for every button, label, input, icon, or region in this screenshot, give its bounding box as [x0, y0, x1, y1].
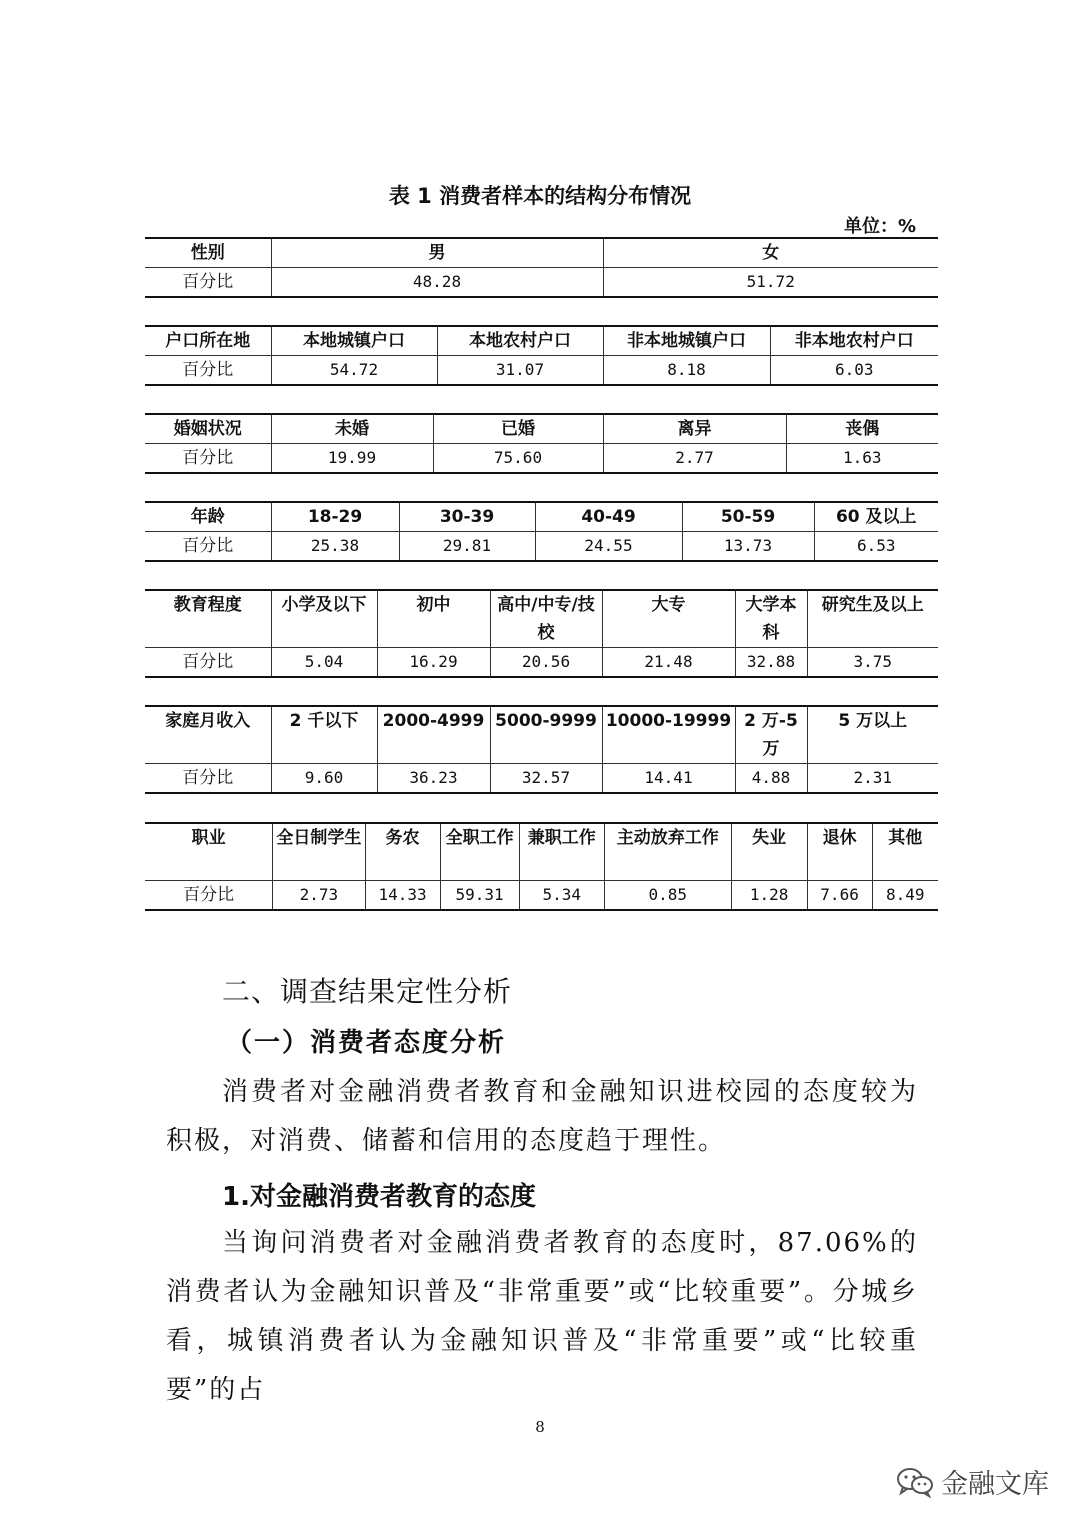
- table-household: [145, 325, 938, 386]
- table-cell: 14.33: [365, 881, 440, 911]
- table-row-header: 婚姻状况: [145, 414, 271, 444]
- table-column-header: 本地农村户口: [437, 326, 603, 356]
- table-cell: 25.38: [271, 532, 399, 562]
- table-column-header: 2 千以下: [271, 706, 377, 764]
- table-column-header: 高中/中专/技校: [490, 590, 602, 648]
- table-cell: 59.31: [440, 881, 519, 911]
- table-gender: [145, 237, 938, 298]
- table-column-header: 2 万-5 万: [735, 706, 807, 764]
- table-row-label: 百分比: [145, 881, 273, 911]
- table-row-label: 百分比: [145, 268, 271, 298]
- table-column-header: 本地城镇户口: [271, 326, 437, 356]
- table-value-row: [145, 268, 938, 298]
- section-heading: 二、调查结果定性分析: [222, 975, 513, 1008]
- subsection-heading: （一）消费者态度分析: [226, 1028, 507, 1058]
- table-cell: 32.88: [735, 648, 807, 678]
- table-header-row: [145, 706, 938, 764]
- table-occupation: [145, 822, 938, 911]
- table-column-header: 兼职工作: [519, 823, 604, 881]
- table-cell: 5.04: [271, 648, 377, 678]
- table-value-row: [145, 648, 938, 678]
- table-cell: 2.31: [807, 764, 938, 794]
- paragraph: 当询问消费者对金融消费者教育的态度时，87.06%的消费者认为金融知识普及“非常重要”或“比较重要”。分城乡看，城镇消费者认为金融知识普及“非常重要”或“比较重要”的占: [166, 1228, 918, 1405]
- table-cell: 6.53: [814, 532, 938, 562]
- table-cell: 1.28: [731, 881, 807, 911]
- table-unit: 单位：%: [843, 216, 916, 237]
- table-cell: 6.03: [770, 356, 938, 386]
- table-cell: 54.72: [271, 356, 437, 386]
- table-column-header: 18-29: [271, 502, 399, 532]
- table-education: [145, 589, 938, 678]
- table-column-header: 离异: [603, 414, 786, 444]
- table-column-header: 大专: [602, 590, 735, 648]
- table-row-label: 百分比: [145, 764, 271, 794]
- table-cell: 19.99: [271, 444, 433, 474]
- table-row-header: 家庭月收入: [145, 706, 271, 764]
- table-cell: 31.07: [437, 356, 603, 386]
- watermark-text: 金融文库: [941, 1469, 1049, 1500]
- table-title: 表 1 消费者样本的结构分布情况: [388, 184, 692, 208]
- table-cell: 2.73: [273, 881, 365, 911]
- table-cell: 29.81: [399, 532, 535, 562]
- table-header-row: [145, 590, 938, 648]
- table-cell: 4.88: [735, 764, 807, 794]
- table-column-header: 30-39: [399, 502, 535, 532]
- table-column-header: 未婚: [271, 414, 433, 444]
- table-column-header: 全日制学生: [273, 823, 365, 881]
- table-header-row: [145, 326, 938, 356]
- table-column-header: 60 及以上: [814, 502, 938, 532]
- table-header-row: [145, 823, 938, 881]
- table-value-row: [145, 764, 938, 794]
- table-column-header: 务农: [365, 823, 440, 881]
- table-row-header: 教育程度: [145, 590, 271, 648]
- table-column-header: 全职工作: [440, 823, 519, 881]
- table-cell: 75.60: [433, 444, 603, 474]
- watermark: [895, 1462, 1049, 1501]
- table-header-row: [145, 238, 938, 268]
- table-cell: 16.29: [377, 648, 490, 678]
- table-row-header: 职业: [145, 823, 273, 881]
- table-cell: 8.49: [872, 881, 938, 911]
- table-cell: 5.34: [519, 881, 604, 911]
- table-value-row: [145, 532, 938, 562]
- table-cell: 21.48: [602, 648, 735, 678]
- table-row-header: 年龄: [145, 502, 271, 532]
- table-column-header: 非本地农村户口: [770, 326, 938, 356]
- table-marital: [145, 413, 938, 474]
- table-column-header: 已婚: [433, 414, 603, 444]
- table-cell: 2.77: [603, 444, 786, 474]
- table-cell: 9.60: [271, 764, 377, 794]
- table-cell: 48.28: [271, 268, 603, 298]
- table-column-header: 40-49: [535, 502, 682, 532]
- table-header-row: [145, 414, 938, 444]
- page-number: 8: [535, 1418, 545, 1436]
- table-cell: 51.72: [603, 268, 938, 298]
- table-cell: 1.63: [786, 444, 938, 474]
- table-column-header: 失业: [731, 823, 807, 881]
- table-cell: 8.18: [603, 356, 770, 386]
- table-cell: 32.57: [490, 764, 602, 794]
- table-value-row: [145, 444, 938, 474]
- table-cell: 36.23: [377, 764, 490, 794]
- table-column-header: 小学及以下: [271, 590, 377, 648]
- table-column-header: 10000-19999: [602, 706, 735, 764]
- table-column-header: 丧偶: [786, 414, 938, 444]
- table-column-header: 男: [271, 238, 603, 268]
- table-age: [145, 501, 938, 562]
- table-column-header: 退休: [807, 823, 872, 881]
- table-column-header: 5 万以上: [807, 706, 938, 764]
- table-column-header: 2000-4999: [377, 706, 490, 764]
- table-column-header: 初中: [377, 590, 490, 648]
- table-cell: 24.55: [535, 532, 682, 562]
- paragraph: 消费者对金融消费者教育和金融知识进校园的态度较为积极，对消费、储蓄和信用的态度趋于理性。: [166, 1077, 918, 1156]
- table-cell: 20.56: [490, 648, 602, 678]
- table-column-header: 5000-9999: [490, 706, 602, 764]
- table-row-label: 百分比: [145, 648, 271, 678]
- wechat-icon: [895, 1466, 935, 1498]
- table-value-row: [145, 881, 938, 911]
- table-value-row: [145, 356, 938, 386]
- table-column-header: 女: [603, 238, 938, 268]
- table-column-header: 50-59: [682, 502, 814, 532]
- table-cell: 3.75: [807, 648, 938, 678]
- table-cell: 13.73: [682, 532, 814, 562]
- table-column-header: 其他: [872, 823, 938, 881]
- table-row-header: 户口所在地: [145, 326, 271, 356]
- table-income: [145, 705, 938, 794]
- table-row-label: 百分比: [145, 356, 271, 386]
- table-column-header: 大学本科: [735, 590, 807, 648]
- table-column-header: 非本地城镇户口: [603, 326, 770, 356]
- table-row-label: 百分比: [145, 444, 271, 474]
- table-column-header: 研究生及以上: [807, 590, 938, 648]
- item-heading: 1.对金融消费者教育的态度: [222, 1182, 536, 1212]
- table-header-row: [145, 502, 938, 532]
- table-cell: 0.85: [604, 881, 731, 911]
- table-column-header: 主动放弃工作: [604, 823, 731, 881]
- table-row-label: 百分比: [145, 532, 271, 562]
- table-row-header: 性别: [145, 238, 271, 268]
- table-cell: 7.66: [807, 881, 872, 911]
- table-cell: 14.41: [602, 764, 735, 794]
